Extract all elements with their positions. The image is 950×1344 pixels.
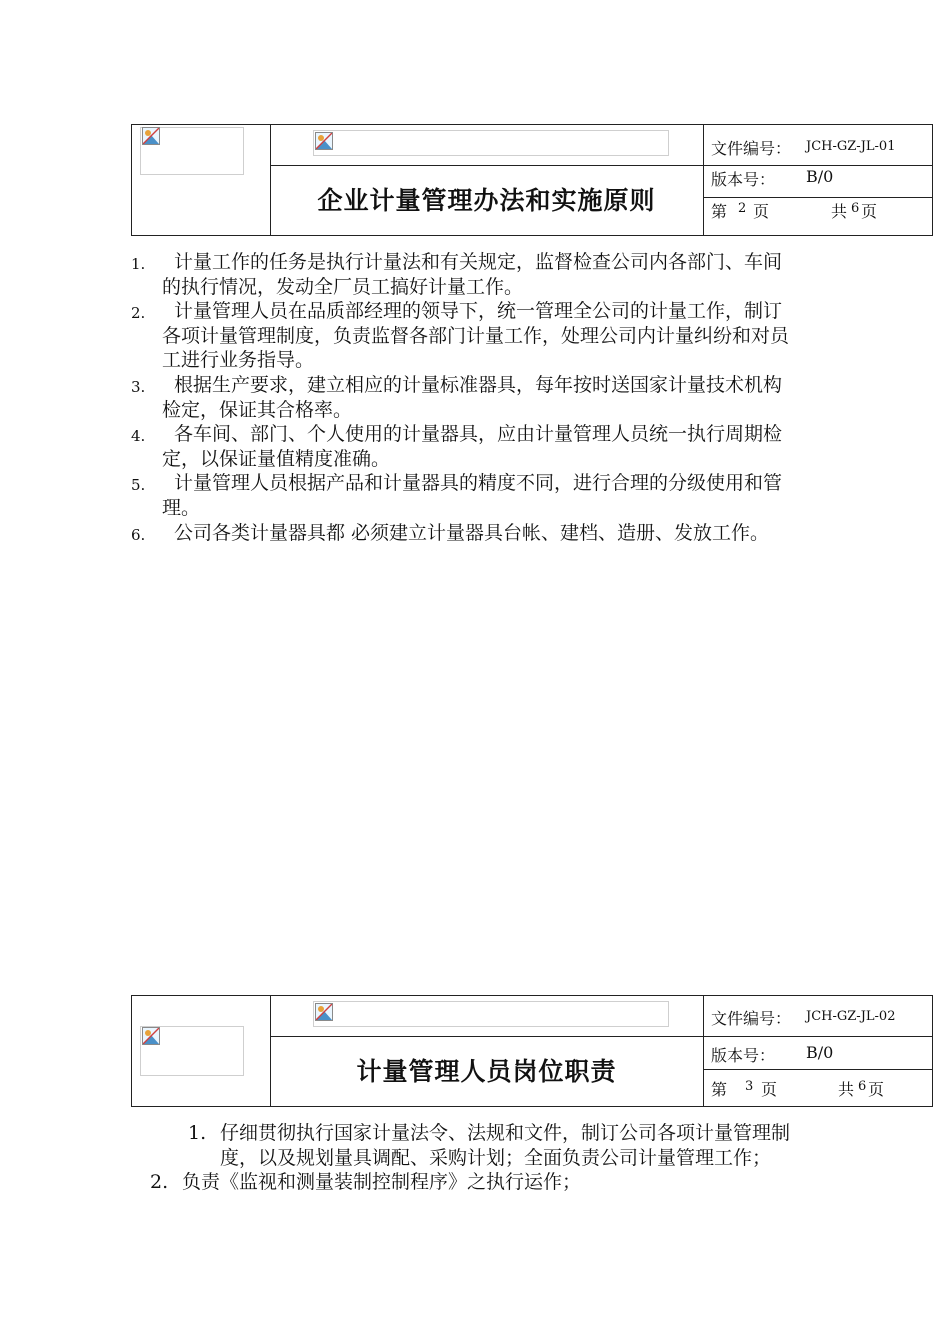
item-text: 各车间、部门、个人使用的计量器具，应由计量管理人员统一执行周期检定，以保证量值精度准确。 [162,423,783,470]
total-prefix: 共 [838,1080,855,1099]
logo-cell [132,996,271,1106]
doc-header-page-3 [131,995,933,1107]
page-number: 3 [745,1079,754,1094]
page-prefix: 第 [711,202,728,221]
doc-number-label: 文件编号： [711,139,792,158]
total-number: 6 [858,1079,867,1094]
doc-number-row [703,996,932,1037]
title-cell [270,996,704,1106]
item-text: 负责《监视和测量装制控制程序》之执行运作； [182,1171,582,1194]
list-item [131,422,791,471]
banner-image-frame [313,130,669,156]
version-row [703,165,932,198]
item-text: 仔细贯彻执行国家计量法令、法规和文件，制订公司各项计量管理制度，以及规划量具调配、采购计划；全面负责公司计量管理工作； [220,1122,791,1169]
item-number: 3. [131,377,146,396]
item-number: 1. [131,255,146,273]
total-suffix: 页 [868,1080,885,1099]
item-text: 公司各类计量器具都 必须建立计量器具台帐、建档、造册、发放工作。 [174,521,770,544]
list-item [131,373,791,422]
version-row [703,1036,932,1070]
title-image-row [270,125,703,166]
page-number: 2 [738,201,747,216]
total-suffix: 页 [861,202,878,221]
broken-image-icon [142,1027,160,1045]
item-number: 2. [131,304,146,323]
title-cell [270,125,704,235]
total-prefix: 共 [831,202,848,221]
banner-image-frame [313,1001,669,1027]
document-title: 计量管理人员岗位职责 [356,1057,617,1086]
doc-number-value: JCH-GZ-JL-02 [806,1009,896,1024]
list-item [131,471,791,520]
doc-number-value: JCH-GZ-JL-01 [806,139,896,154]
page-prefix: 第 [711,1080,728,1099]
item-text: 根据生产要求，建立相应的计量标准器具，每年按时送国家计量技术机构检定，保证其合格率。 [162,373,783,421]
list-item [131,250,791,299]
broken-image-icon [315,1003,333,1021]
item-number: 2. [150,1171,169,1194]
version-value: B/0 [806,167,834,186]
item-number: 1. [188,1122,207,1144]
document-title: 企业计量管理办法和实施原则 [317,186,656,215]
item-text: 计量管理人员在品质部经理的领导下，统一管理全公司的计量工作，制订各项计量管理制度，负责监督各部门计量工作，处理公司内计量纠纷和对员工进行业务指导。 [162,300,790,372]
meta-cell [703,125,932,235]
page-row [703,1069,932,1106]
doc-header-page-2 [131,124,933,236]
duties-list [150,1121,791,1195]
doc-number-label: 文件编号： [711,1009,792,1028]
title-image-row [270,996,703,1037]
rules-list [131,250,791,545]
doc-number-row [703,125,932,166]
list-item [131,299,791,373]
list-item [150,1121,791,1170]
version-value: B/0 [806,1043,834,1062]
list-item [150,1170,791,1195]
page-suffix: 页 [761,1080,778,1099]
item-text: 计量管理人员根据产品和计量器具的精度不同，进行合理的分级使用和管理。 [162,472,783,519]
item-number: 6. [131,525,146,544]
item-text: 计量工作的任务是执行计量法和有关规定，监督检查公司内各部门、车间的执行情况，发动全厂员工搞好计量工作。 [162,251,783,298]
meta-cell [703,996,932,1106]
item-number: 4. [131,427,146,446]
broken-image-icon [315,132,333,150]
version-label: 版本号： [711,170,776,189]
total-number: 6 [851,201,860,216]
page-suffix: 页 [753,202,770,221]
page-row [703,197,932,235]
broken-image-icon [142,127,160,145]
version-label: 版本号： [711,1046,776,1065]
item-number: 5. [131,476,146,495]
logo-cell [132,125,271,235]
list-item [131,521,791,546]
